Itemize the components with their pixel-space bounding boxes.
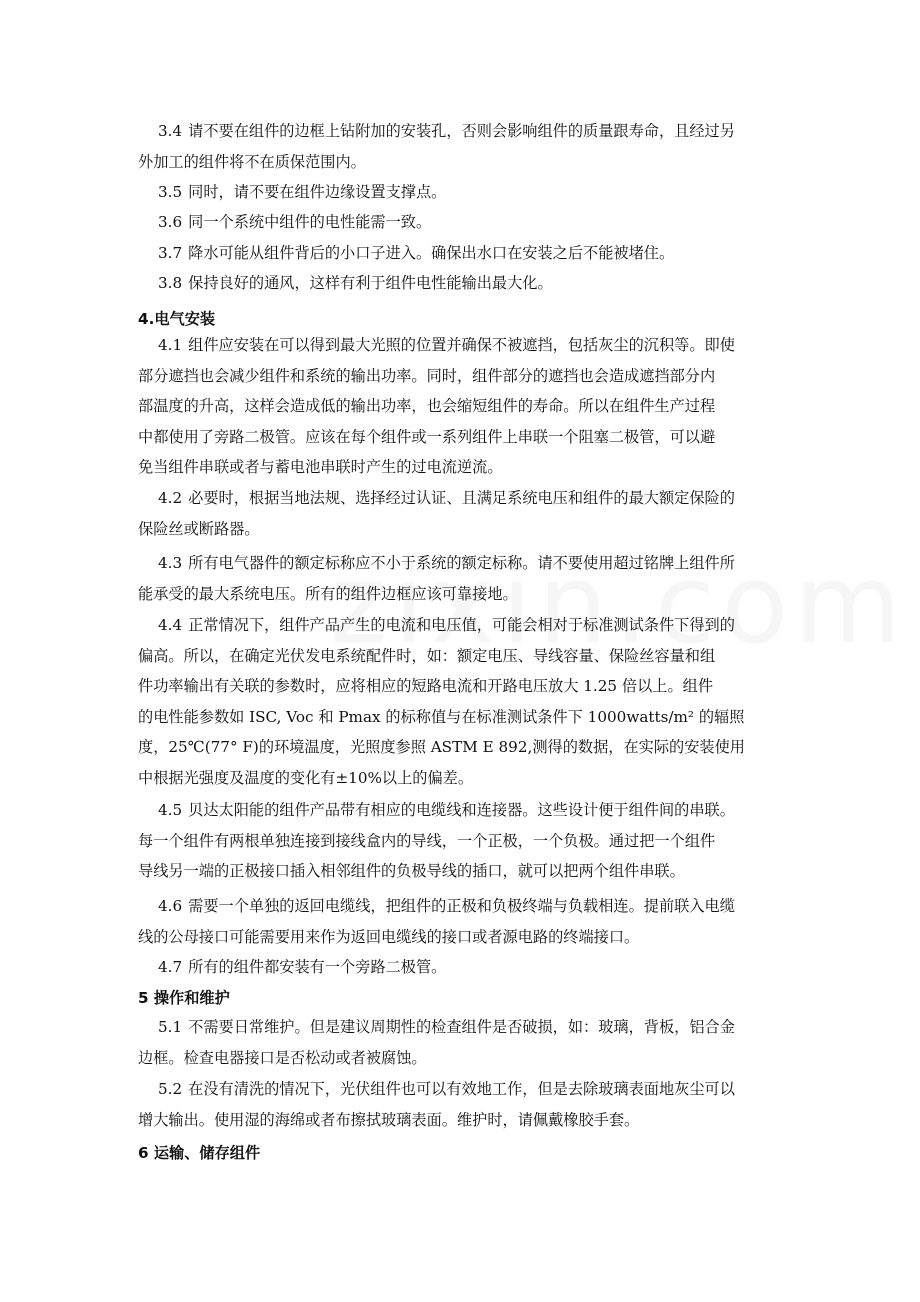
paragraph-line: 4.3 所有电气器件的额定标称应不小于系统的额定标称。请不要使用超过铭牌上组件所 — [158, 554, 735, 572]
paragraph-line: 3.7 降水可能从组件背后的小口子进入。确保出水口在安装之后不能被堵住。 — [158, 244, 675, 262]
paragraph-line: 增大输出。使用湿的海绵或者布擦拭玻璃表面。维护时，请佩戴橡胶手套。 — [138, 1110, 640, 1129]
paragraph-3-5 — [138, 177, 786, 208]
paragraph-line: 3.5 同时，请不要在组件边缘设置支撑点。 — [158, 183, 447, 201]
paragraph-5-2 — [138, 1074, 786, 1135]
paragraph-line: 线的公母接口可能需要用来作为返回电缆线的接口或者源电路的终端接口。 — [138, 927, 640, 946]
paragraph-4-6 — [138, 891, 786, 952]
paragraph-line: 4.7 所有的组件都安装有一个旁路二极管。 — [158, 958, 447, 976]
paragraph-line: 度，25℃(77° F)的环境温度，光照度参照 ASTM E 892,测得的数据，在实际的安装使用 — [138, 738, 745, 756]
paragraph-3-8 — [138, 268, 786, 299]
paragraph-4-1 — [138, 330, 786, 483]
paragraph-line: 中都使用了旁路二极管。应该在每个组件或一系列组件上串联一个阻塞二极管，可以避 — [138, 427, 716, 446]
paragraph-line: 3.6 同一个系统中组件的电性能需一致。 — [158, 213, 432, 231]
paragraph-3-4 — [138, 116, 786, 177]
section-heading-6: 6 运输、储存组件 — [138, 1144, 261, 1162]
paragraph-line: 4.6 需要一个单独的返回电缆线，把组件的正极和负极终端与负载相连。提前联入电缆 — [158, 897, 735, 915]
paragraph-line: 的电性能参数如 ISC, Voc 和 Pmax 的标称值与在标准测试条件下 1000watts/m² 的辐照 — [138, 707, 745, 726]
paragraph-line: 每一个组件有两根单独连接到接线盒内的导线，一个正极，一个负极。通过把一个组件 — [138, 831, 716, 850]
paragraph-line: 4.2 必要时，根据当地法规、选择经过认证、且满足系统电压和组件的最大额定保险的 — [158, 489, 735, 507]
paragraph-line: 4.1 组件应安装在可以得到最大光照的位置并确保不被遮挡，包括灰尘的沉积等。即使 — [158, 336, 735, 354]
paragraph-3-7 — [138, 238, 786, 269]
paragraph-line: 中根据光强度及温度的变化有±10%以上的偏差。 — [138, 768, 474, 787]
paragraph-4-3 — [138, 548, 786, 609]
paragraph-line: 免当组件串联或者与蓄电池串联时产生的过电流逆流。 — [138, 458, 503, 476]
paragraph-line: 4.5 贝达太阳能的组件产品带有相应的电缆线和连接器。这些设计便于组件间的串联。 — [158, 801, 735, 819]
paragraph-4-2 — [138, 483, 786, 544]
paragraph-line: 件功率输出有关联的参数时，应将相应的短路电流和开路电压放大 1.25 倍以上。组件 — [138, 677, 714, 695]
paragraph-line: 保险丝或断路器。 — [138, 519, 260, 538]
paragraph-line: 部分遮挡也会减少组件和系统的输出功率。同时，组件部分的遮挡也会造成遮挡部分内 — [138, 366, 716, 385]
section-heading-5: 5 操作和维护 — [138, 989, 230, 1007]
paragraph-line: 5.2 在没有清洗的情况下，光伏组件也可以有效地工作，但是去除玻璃表面地灰尘可以 — [158, 1080, 735, 1098]
paragraph-line: 能承受的最大系统电压。所有的组件边框应该可靠接地。 — [138, 584, 518, 603]
paragraph-4-7 — [138, 952, 786, 983]
paragraph-4-5 — [138, 795, 786, 887]
paragraph-5-1 — [138, 1012, 786, 1073]
paragraph-line: 4.4 正常情况下，组件产品产生的电流和电压值，可能会相对于标准测试条件下得到的 — [158, 616, 735, 634]
paragraph-line: 外加工的组件将不在质保范围内。 — [138, 152, 366, 171]
paragraph-line: 3.4 请不要在组件的边框上钻附加的安装孔，否则会影响组件的质量跟寿命，且经过另 — [158, 122, 735, 140]
paragraph-3-6 — [138, 207, 786, 238]
paragraph-line: 偏高。所以，在确定光伏发电系统配件时，如：额定电压、导线容量、保险丝容量和组 — [138, 646, 716, 665]
section-heading-4: 4.电气安装 — [138, 310, 216, 328]
paragraph-line: 5.1 不需要日常维护。但是建议周期性的检查组件是否破损，如：玻璃，背板，铝合金 — [158, 1018, 735, 1036]
paragraph-4-4 — [138, 610, 786, 793]
paragraph-line: 边框。检查电器接口是否松动或者被腐蚀。 — [138, 1048, 427, 1067]
paragraph-line: 部温度的升高，这样会造成低的输出功率，也会缩短组件的寿命。所以在组件生产过程 — [138, 397, 716, 415]
paragraph-line: 导线另一端的正极接口插入相邻组件的负极导线的插口，就可以把两个组件串联。 — [138, 862, 685, 880]
paragraph-line: 3.8 保持良好的通风，这样有利于组件电性能输出最大化。 — [158, 274, 553, 292]
